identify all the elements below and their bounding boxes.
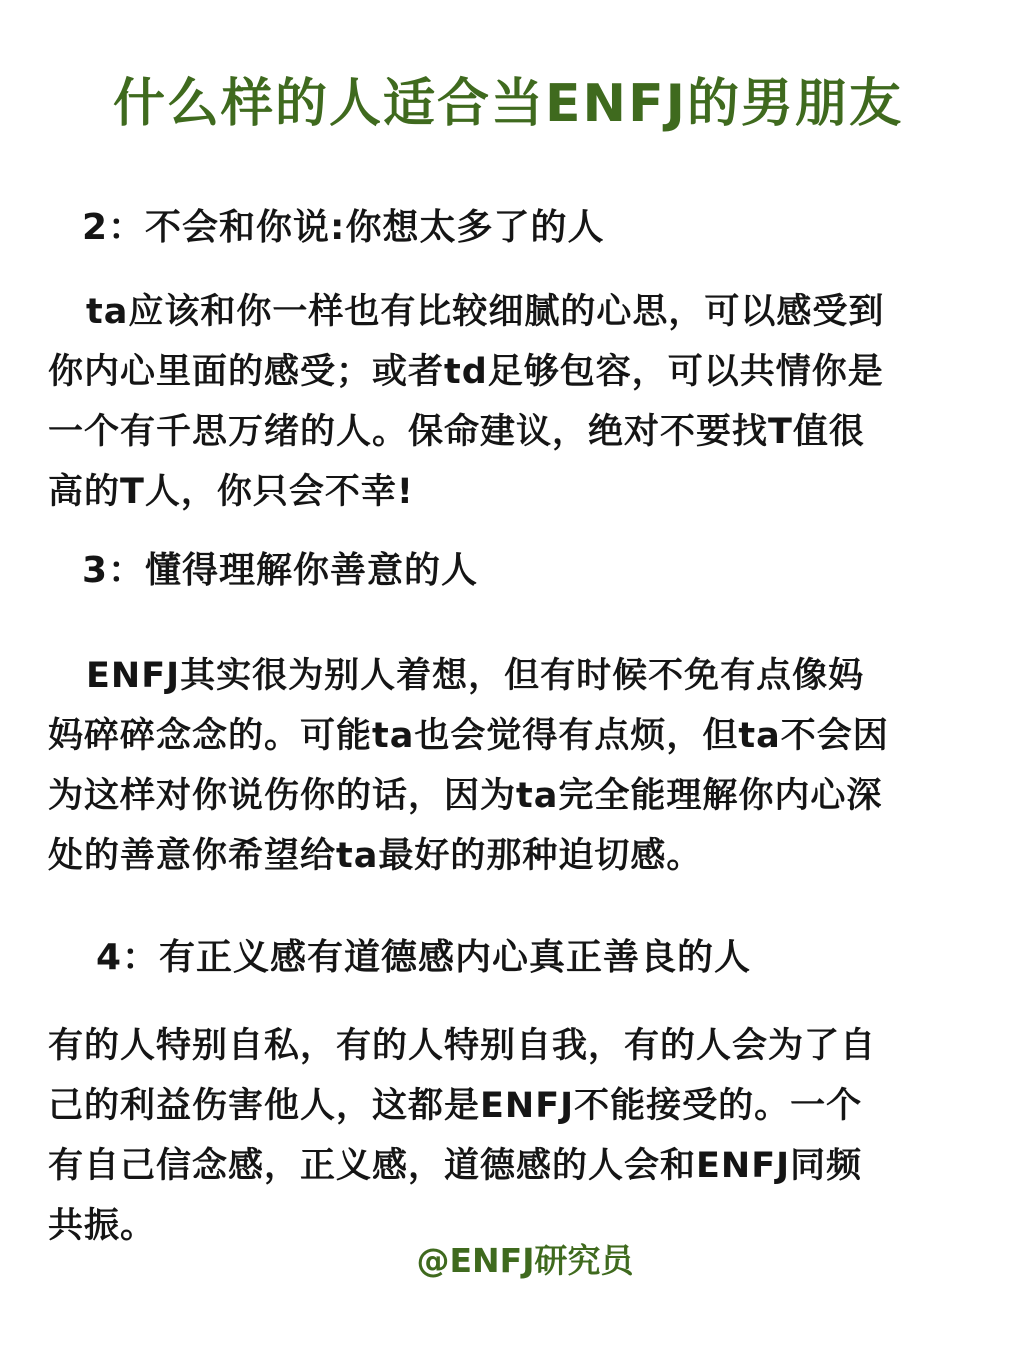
body-line: 有自己信念感，正义感，道德感的人会和ENFJ同频	[48, 1146, 863, 1186]
section-heading-3: 3：懂得理解你善意的人	[82, 550, 479, 591]
section-heading-2: 2：不会和你说:你想太多了的人	[82, 207, 605, 248]
body-line: 你内心里面的感受；或者td足够包容，可以共情你是	[48, 352, 884, 392]
body-line: 高的T人，你只会不幸!	[48, 472, 414, 512]
section-heading-4: 4：有正义感有道德感内心真正善良的人	[96, 937, 752, 978]
body-line: ENFJ其实很为别人着想，但有时候不免有点像妈	[86, 656, 865, 696]
author-handle: @ENFJ研究员	[416, 1241, 634, 1280]
body-line: 处的善意你希望给ta最好的那种迫切感。	[48, 836, 703, 876]
body-line: 有的人特别自私，有的人特别自我，有的人会为了自	[48, 1026, 877, 1066]
body-line: 共振。	[48, 1206, 157, 1246]
body-line: 为这样对你说伤你的话，因为ta完全能理解你内心深	[48, 776, 883, 816]
section-body-4	[48, 1016, 978, 1256]
body-line: ta应该和你一样也有比较细腻的心思，可以感受到	[86, 292, 885, 332]
page-title: 什么样的人适合当ENFJ的男朋友	[113, 74, 903, 134]
section-body-3	[48, 646, 978, 886]
section-body-2	[48, 282, 978, 522]
body-line: 一个有千思万绪的人。保命建议，绝对不要找T值很	[48, 412, 865, 452]
body-line: 己的利益伤害他人，这都是ENFJ不能接受的。一个	[48, 1086, 863, 1126]
body-line: 妈碎碎念念的。可能ta也会觉得有点烦，但ta不会因	[48, 716, 889, 756]
